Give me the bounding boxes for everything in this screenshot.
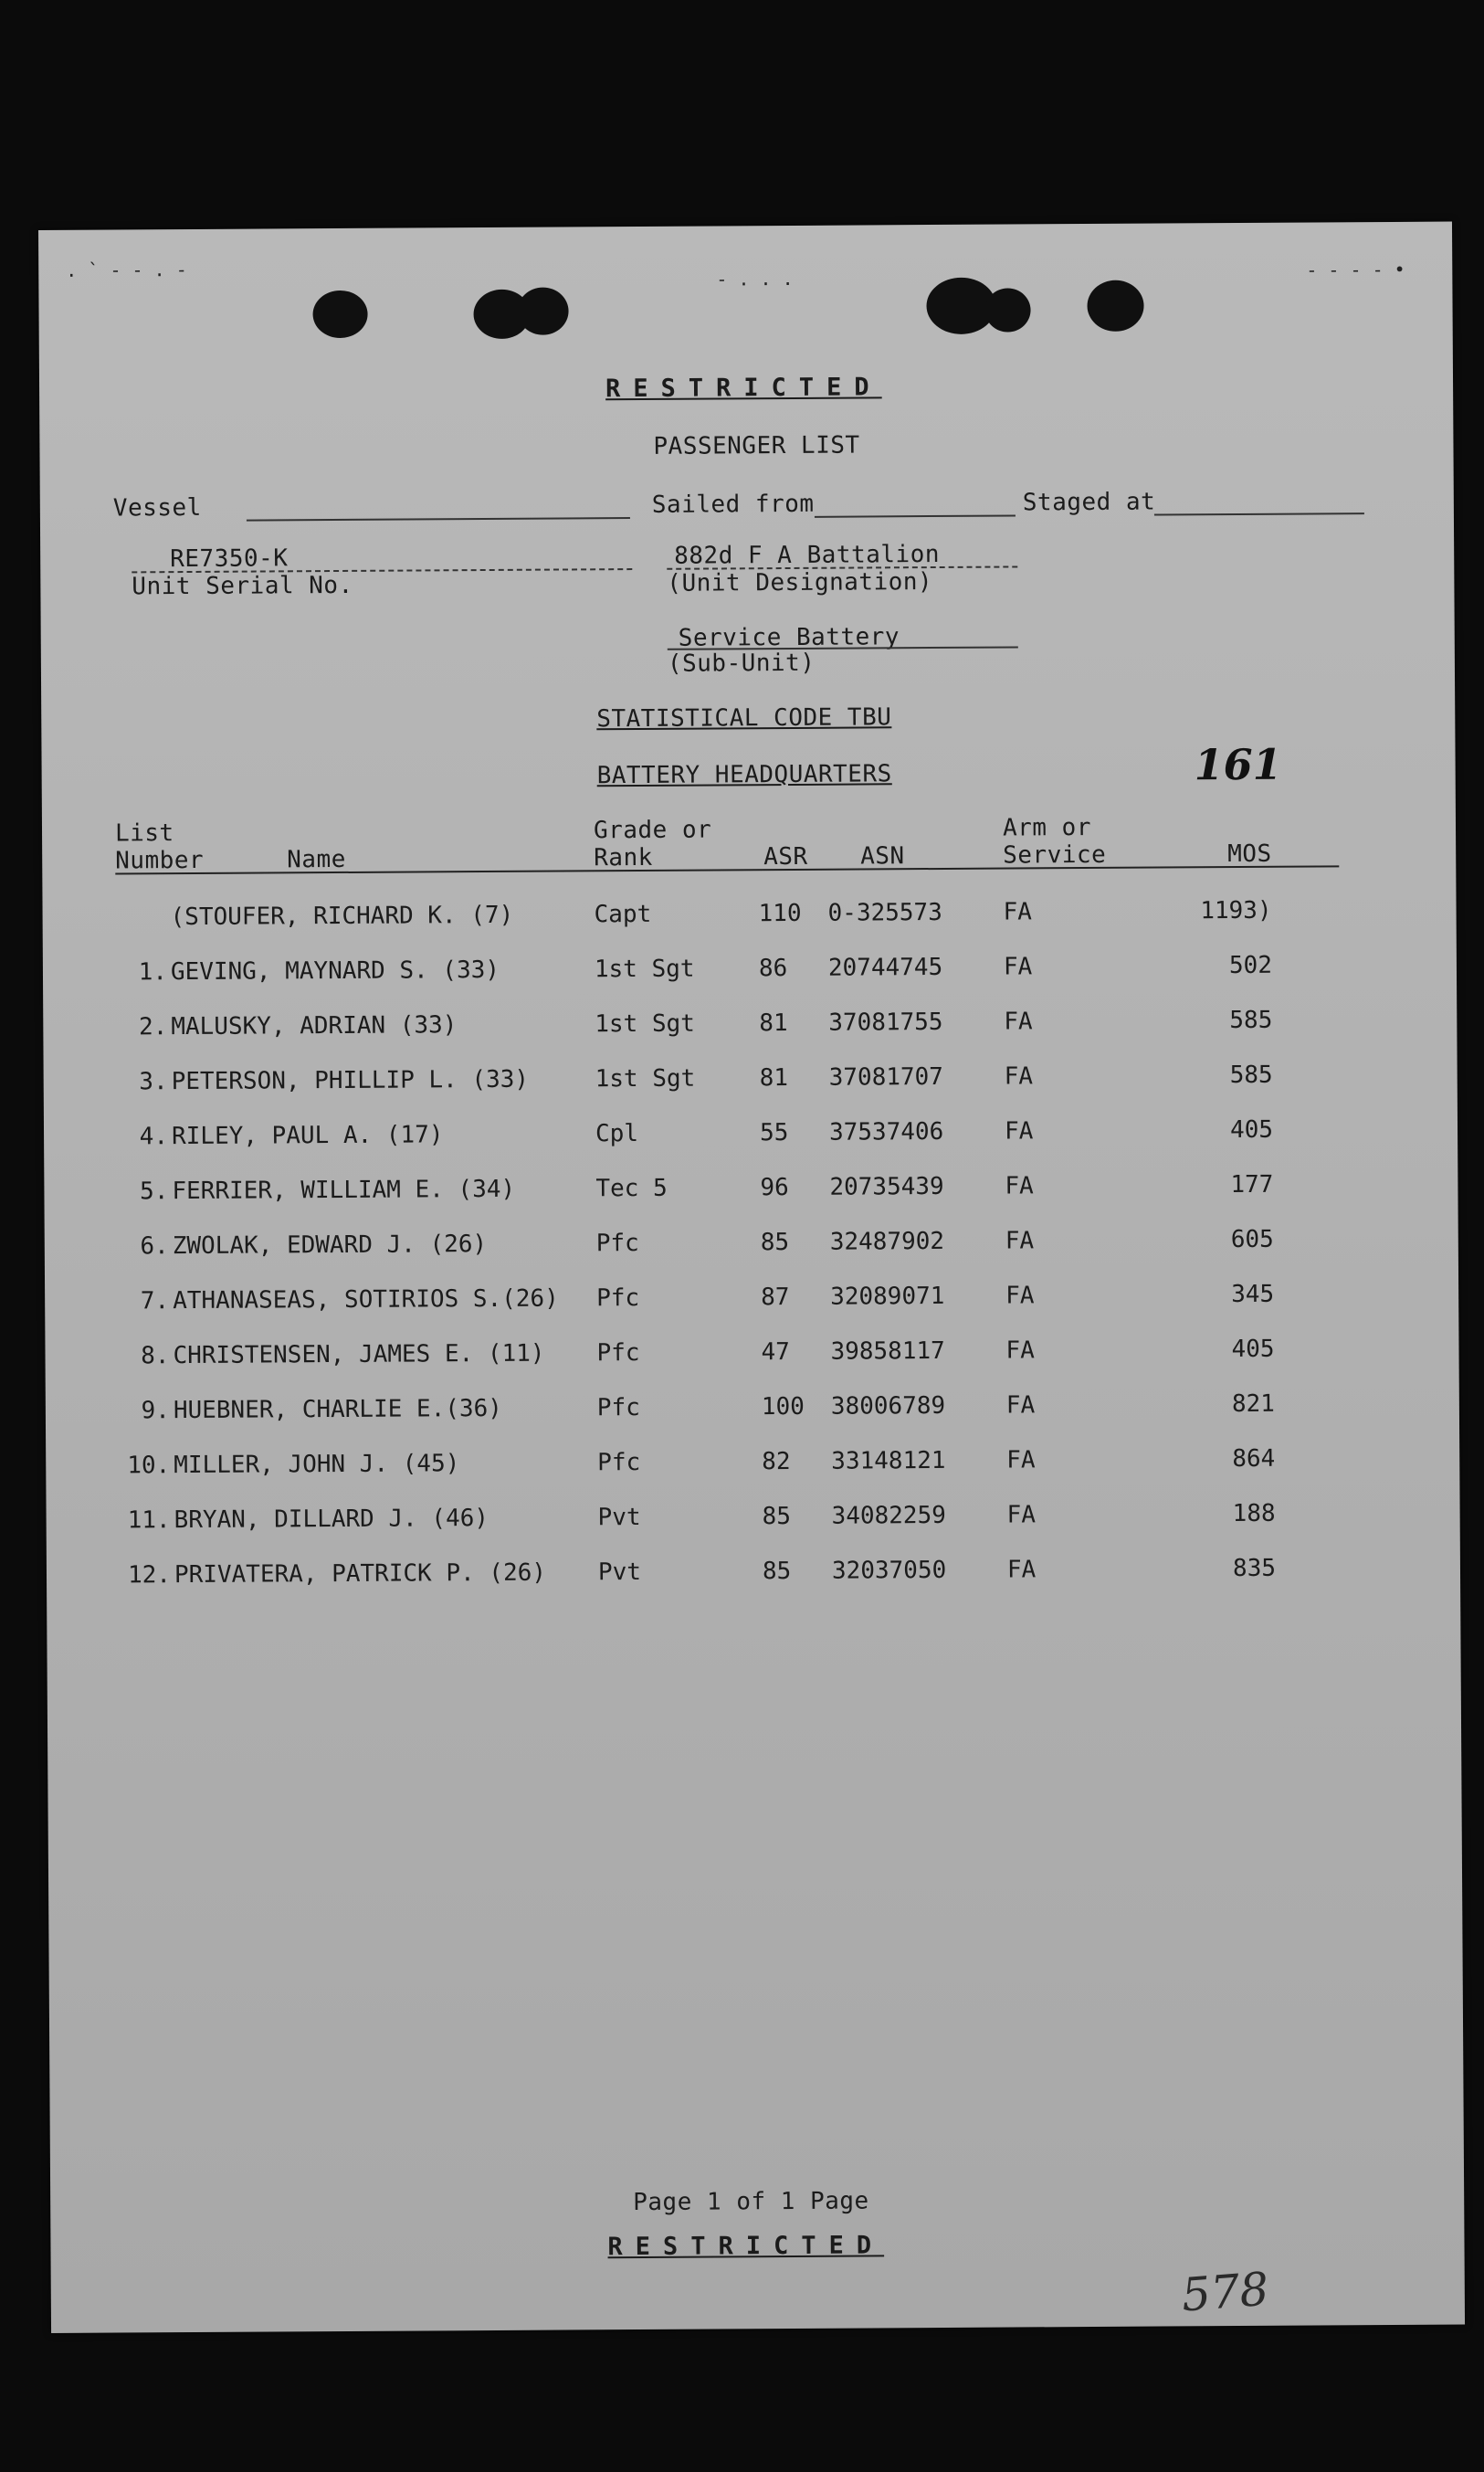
col-asn: ASN	[860, 842, 905, 871]
table-row	[44, 1061, 1458, 1102]
cell-arm: FA	[1005, 1227, 1035, 1255]
sub-unit-label: (Sub-Unit)	[667, 649, 816, 678]
col-mos: MOS	[1227, 840, 1272, 869]
col-arm	[1003, 814, 1106, 870]
cell-asn: 20735439	[829, 1172, 944, 1201]
table-row	[44, 1170, 1458, 1211]
cell-asn: 20744745	[827, 953, 943, 982]
stamp-number: 161	[1194, 739, 1282, 790]
cell-num: 5.	[140, 1178, 169, 1206]
unit-designation-label: (Unit Designation)	[667, 568, 933, 597]
cell-asr: 87	[761, 1283, 790, 1312]
cell-num: 6.	[140, 1232, 169, 1261]
section-title: BATTERY HEADQUARTERS	[596, 760, 892, 790]
document-page	[38, 222, 1465, 2333]
vessel-label: Vessel	[112, 493, 202, 523]
cell-grade: Capt	[594, 900, 652, 929]
cell-name: ZWOLAK, EDWARD J. (26)	[172, 1231, 488, 1261]
table-row	[43, 951, 1457, 992]
cell-arm: FA	[1006, 1556, 1037, 1584]
table-row	[43, 896, 1457, 937]
cell-mos: 177	[1230, 1170, 1274, 1199]
punch-hole	[312, 291, 367, 338]
col-list-number-line2: Number	[115, 846, 205, 875]
cell-name: PETERSON, PHILLIP L. (33)	[171, 1065, 530, 1096]
page-label: Page 1 of 1 Page	[633, 2187, 869, 2217]
table-row	[47, 1499, 1460, 1540]
cell-asn: 39858117	[830, 1336, 945, 1366]
unit-designation-value: 882d F A Battalion	[674, 540, 941, 570]
cell-grade: Tec 5	[595, 1174, 668, 1203]
cell-arm: FA	[1005, 1172, 1034, 1200]
cell-asn: 32487902	[829, 1227, 945, 1256]
cell-asr: 110	[758, 899, 802, 928]
col-arm-line1: Arm or	[1002, 813, 1092, 842]
cell-arm: FA	[1006, 1446, 1036, 1474]
table-row	[46, 1389, 1459, 1431]
punch-hole	[517, 287, 568, 334]
sailed-from-label: Sailed from	[651, 490, 815, 519]
cell-arm: FA	[1004, 1008, 1033, 1036]
cell-arm: FA	[1003, 953, 1033, 981]
cell-mos: 605	[1230, 1225, 1274, 1254]
cell-asn: 38006789	[830, 1391, 946, 1421]
cell-num: 4.	[139, 1123, 169, 1151]
cell-grade: Pvt	[597, 1558, 642, 1587]
table-row	[45, 1225, 1458, 1266]
col-list-number-line1: List	[114, 819, 174, 848]
cell-arm: FA	[1004, 1117, 1034, 1146]
cell-name: MALUSKY, ADRIAN (33)	[171, 1011, 458, 1041]
cell-name: HUEBNER, CHARLIE E.(36)	[173, 1394, 503, 1425]
cell-asn: 34082259	[831, 1501, 946, 1530]
table-row	[47, 1554, 1460, 1595]
handwritten-number: 578	[1179, 2262, 1271, 2322]
cell-mos: 821	[1231, 1389, 1275, 1419]
statistical-code: STATISTICAL CODE TBU	[596, 703, 892, 734]
cell-asn: 0-325573	[827, 898, 942, 927]
sailed-from-blank	[815, 514, 1016, 517]
col-grade-line2: Rank	[594, 843, 653, 872]
col-arm-line2: Service	[1003, 840, 1107, 870]
cell-num: 12.	[127, 1561, 172, 1590]
cell-grade: Pfc	[597, 1448, 641, 1477]
vessel-blank	[247, 517, 630, 522]
speck: - - - - •	[1306, 258, 1405, 281]
cell-asr: 55	[759, 1119, 789, 1147]
cell-name: CHRISTENSEN, JAMES E. (11)	[173, 1339, 545, 1370]
cell-mos: 585	[1229, 1006, 1273, 1035]
cell-grade: Pfc	[596, 1393, 640, 1422]
classification-footer: RESTRICTED	[607, 2231, 885, 2262]
cell-mos: 1193)	[1200, 896, 1272, 925]
cell-asr: 85	[762, 1502, 792, 1531]
cell-asr: 85	[760, 1228, 790, 1257]
punch-hole	[1087, 280, 1143, 332]
table-row	[45, 1280, 1458, 1321]
classification-header: RESTRICTED	[605, 373, 882, 404]
cell-name: ATHANASEAS, SOTIRIOS S.(26)	[173, 1284, 559, 1315]
document-title: PASSENGER LIST	[653, 431, 860, 460]
cell-asr: 81	[759, 1009, 788, 1038]
cell-asr: 96	[760, 1174, 789, 1202]
cell-num: 9.	[141, 1397, 170, 1425]
cell-num: 8.	[141, 1342, 170, 1370]
cell-name: BRYAN, DILLARD J. (46)	[174, 1505, 489, 1535]
cell-num: 11.	[127, 1506, 171, 1535]
col-grade-line1: Grade or	[593, 816, 712, 845]
cell-grade: Pfc	[595, 1230, 639, 1258]
cell-asr: 85	[762, 1557, 792, 1586]
cell-mos: 405	[1231, 1335, 1275, 1364]
table-row	[45, 1335, 1458, 1376]
cell-asn: 37537406	[828, 1117, 944, 1146]
cell-name: MILLER, JOHN J. (45)	[174, 1450, 460, 1480]
staged-at-label: Staged at	[1022, 488, 1156, 517]
cell-arm: FA	[1006, 1501, 1037, 1529]
cell-mos: 502	[1228, 951, 1273, 980]
cell-asr: 82	[762, 1447, 791, 1476]
cell-num: 1.	[138, 958, 168, 987]
cell-mos: 405	[1229, 1115, 1274, 1145]
unit-serial-value: RE7350-K	[170, 544, 289, 574]
table-row	[46, 1444, 1459, 1485]
unit-serial-label: Unit Serial No.	[132, 571, 353, 601]
cell-mos: 188	[1232, 1499, 1276, 1528]
cell-name: RILEY, PAUL A. (17)	[171, 1121, 444, 1151]
cell-asr: 47	[761, 1337, 790, 1367]
cell-asn: 37081707	[828, 1062, 944, 1092]
cell-asn: 33148121	[831, 1446, 946, 1475]
sub-unit-value: Service Battery	[678, 623, 900, 652]
cell-num: 7.	[140, 1287, 170, 1315]
cell-grade: Pfc	[596, 1284, 640, 1313]
punch-hole	[984, 288, 1030, 332]
cell-grade: 1st Sgt	[594, 955, 695, 984]
cell-asr: 81	[759, 1064, 789, 1093]
cell-grade: 1st Sgt	[595, 1009, 695, 1039]
col-asr: ASR	[763, 842, 808, 872]
cell-asn: 37081755	[828, 1008, 943, 1037]
cell-grade: 1st Sgt	[595, 1064, 696, 1093]
cell-name: PRIVATERA, PATRICK P. (26)	[174, 1558, 547, 1590]
cell-asr: 100	[761, 1392, 805, 1421]
cell-arm: FA	[1005, 1282, 1035, 1310]
cell-mos: 345	[1231, 1280, 1275, 1309]
cell-num: 2.	[138, 1013, 168, 1041]
cell-asr: 86	[758, 955, 788, 983]
cell-asn: 32037050	[831, 1556, 947, 1585]
cell-arm: FA	[1004, 1062, 1034, 1091]
cell-num: 3.	[139, 1068, 168, 1096]
speck: - . . .	[716, 267, 794, 291]
cell-mos: 835	[1232, 1554, 1277, 1583]
cell-grade: Pfc	[596, 1339, 640, 1368]
speck: . ` - - . -	[66, 259, 187, 281]
cell-mos: 864	[1232, 1444, 1276, 1474]
table-row	[43, 1006, 1457, 1047]
cell-arm: FA	[1003, 898, 1032, 926]
staged-at-blank	[1154, 512, 1364, 515]
cell-name: FERRIER, WILLIAM E. (34)	[172, 1175, 516, 1206]
cell-arm: FA	[1005, 1391, 1036, 1420]
table-row	[44, 1115, 1458, 1157]
cell-mos: 585	[1229, 1061, 1273, 1090]
col-list-number	[115, 819, 204, 875]
cell-asn: 32089071	[830, 1282, 945, 1311]
cell-num: 10.	[127, 1452, 171, 1480]
cell-name: GEVING, MAYNARD S. (33)	[170, 956, 500, 987]
cell-grade: Cpl	[595, 1120, 639, 1148]
col-grade	[594, 817, 712, 872]
col-name: Name	[287, 845, 346, 874]
cell-grade: Pvt	[597, 1503, 641, 1532]
cell-arm: FA	[1005, 1336, 1035, 1365]
cell-name: (STOUFER, RICHARD K. (7)	[170, 901, 514, 932]
